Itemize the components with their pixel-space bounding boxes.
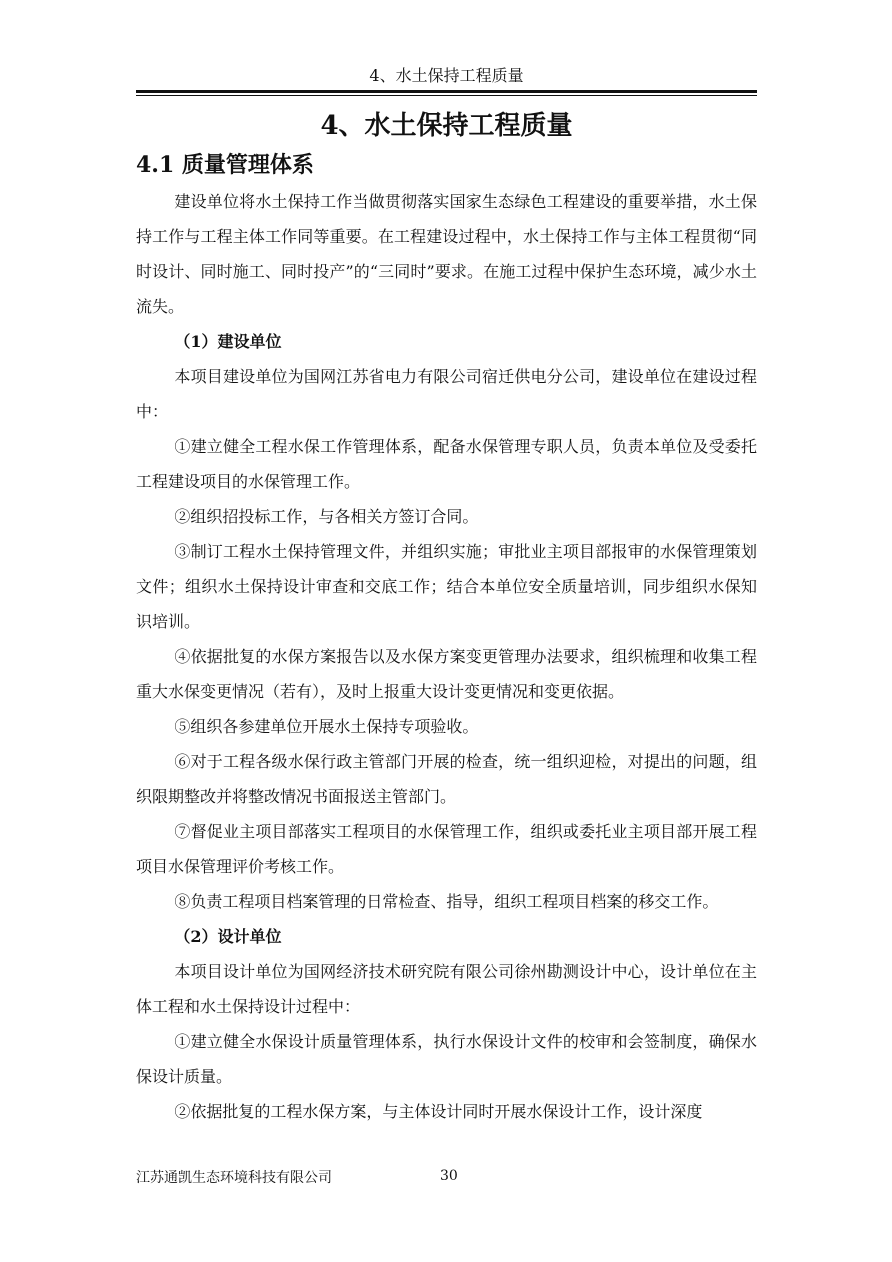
list-item: ②组织招投标工作，与各相关方签订合同。 xyxy=(174,507,479,526)
list-item: ⑧负责工程项目档案管理的日常检查、指导，组织工程项目档案的移交工作。 xyxy=(174,892,719,911)
list-item: ④依据批复的水保方案报告以及水保方案变更管理办法要求，组织梳理和收集工程重大水保变更情况（若有），及时上报重大设计变更情况和变更依据。 xyxy=(136,647,757,701)
list-item: ⑤组织各参建单位开展水土保持专项验收。 xyxy=(174,717,479,736)
list-item: ①建立健全工程水保工作管理体系，配备水保管理专职人员，负责本单位及受委托工程建设项目的水保管理工作。 xyxy=(136,437,757,491)
subheading: （2）设计单位 xyxy=(174,927,282,946)
list-item: ①建立健全水保设计质量管理体系，执行水保设计文件的校审和会签制度，确保水保设计质量。 xyxy=(136,1032,757,1086)
footer-company: 江苏通凯生态环境科技有限公司 xyxy=(136,1170,332,1186)
chapter-title: 4、水土保持工程质量 xyxy=(320,111,573,141)
header-rule-thin xyxy=(136,95,757,96)
list-item: ⑦督促业主项目部落实工程项目的水保管理工作，组织或委托业主项目部开展工程项目水保管理评价考核工作。 xyxy=(136,822,757,876)
paragraph: 建设单位将水土保持工作当做贯彻落实国家生态绿色工程建设的重要举措，水土保持工作与工程主体工作同等重要。在工程建设过程中，水土保持工作与主体工程贯彻“同时设计、同时施工、同时投产”的“三同时”要求。在施工过程中保护生态环境，减少水土流失。 xyxy=(136,192,757,316)
subheading: （1）建设单位 xyxy=(174,332,282,351)
paragraph: 本项目设计单位为国网经济技术研究院有限公司徐州勘测设计中心，设计单位在主体工程和水土保持设计过程中： xyxy=(136,962,757,1016)
list-item: ⑥对于工程各级水保行政主管部门开展的检查，统一组织迎检，对提出的问题，组织限期整改并将整改情况书面报送主管部门。 xyxy=(136,752,757,806)
list-item: ②依据批复的工程水保方案，与主体设计同时开展水保设计工作，设计深度 xyxy=(174,1102,703,1121)
paragraph: 本项目建设单位为国网江苏省电力有限公司宿迁供电分公司，建设单位在建设过程中： xyxy=(136,367,757,421)
running-header: 4、水土保持工程质量 xyxy=(369,66,524,85)
page-number: 30 xyxy=(440,1168,458,1184)
header-rule-thick xyxy=(136,90,757,93)
list-item: ③制订工程水土保持管理文件，并组织实施；审批业主项目部报审的水保管理策划文件；组织水土保持设计审查和交底工作；结合本单位安全质量培训，同步组织水保知识培训。 xyxy=(136,542,757,631)
body-text xyxy=(136,184,757,1129)
section-title: 4.1 质量管理体系 xyxy=(136,152,314,178)
